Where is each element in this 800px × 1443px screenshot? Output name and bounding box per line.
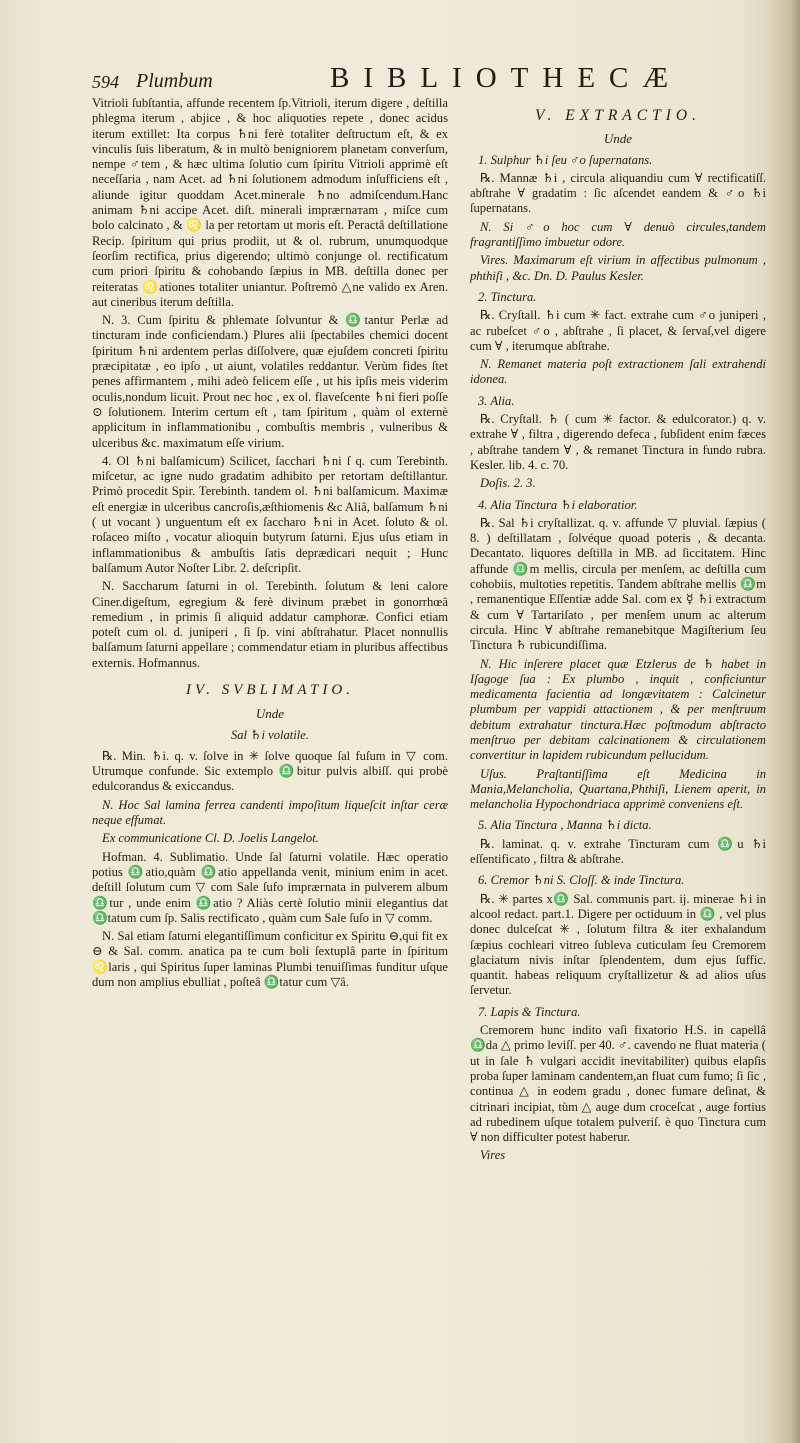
page-title: BIBLIOTHECÆ <box>330 62 683 94</box>
recipe-text: ℞. ✳ partes x♎ Sal. communis part. ij. minerae ♄i in alcool redact. part.1. Digere per octiduum in ♎ , vel plus donec dulceſcat ✳ , ſolutum filtra & iter exhalandum ſæpius cochleari vitreo ſubleva cuticulam ſeu Cremorem glaciatum nivis inſtar ſplendentem, dum ejus ſuffic. quantit. habeas reliquum cryſtallizetur & ad alios uſus ſervetur. <box>470 891 766 998</box>
recipe-text: ℞. Cryſtall. ♄i cum ✳ fact. extrahe cum ♂o juniperi , ac rubeſcet ♂o , abſtrahe , ſi placet, & ſervaſ,vel digere cum ∀ , iterumque abſtrahe. <box>470 308 766 353</box>
paragraph: N. 3. Cum ſpiritu & phlemate ſolvuntur & ♎tantur Perlæ ad tincturam inde conficiendam.) Plures alii ſpectabiles chemici docent ſpiritum ♄ni ardentem perlas diſſolvere, quæ ejuſdem concreti ſpiritu præcipitatæ , eo ipſo , ut aiunt, volatiles reddantur. Verùm fides ſtet penes affirmantem , mihi adeò felicem eſſe , ut his ipſis meis viderim oculis,nondum licuit. Prout nec hoc , ex ol. flaveſcente ♄ni fieri poſſe ⊙ ſolutionem. Interim certum eſt , tam ſpiritum , quàm ol externè applicitum in inflammationibu , combuſtis membris , vulneribus & ulceribus &c. maximatum eſſe virium. <box>92 313 448 450</box>
recipe-heading: 2. Tinctura. <box>478 289 537 304</box>
recipe-heading: 3. Alia. <box>478 393 515 408</box>
running-word: Plumbum <box>136 70 213 92</box>
paragraph: N. Sal etiam ſaturni elegantiſſimum conficitur ex Spiritu ⊖,qui fit ex ⊖ & Sal. comm. anatica pa te cum boli ſextuplâ parte in ſpiritum ♌laris , qui Spiritus ſuper laminas Plumbi tenuiſſimas funditur uſque dum non amplius ebulliat , poſteâ ♎tatur cum ▽â. <box>92 929 448 990</box>
right-column <box>470 96 766 1167</box>
note: N. Hoc Sal lamina ferrea candenti impoſitum liqueſcit inſtar ceræ neque effumat. <box>92 797 448 828</box>
recipe-text: Cremorem hunc indito vaſi fixatorio H.S. in capellâ ♎da △ primo leviſſ. per 40. ♂. cavendo ne fluat materia ( ut in ſale ♄ vulgari accidit inevitabiliter) quibus elapſis proba ſuper laminam candentem,an fluat cum fumo; ſi ſic , continua △ in eodem gradu , donec fumare deſinat, & citrinari incipiat, tùm △ auge dum croceſcat , auge fortius ad rubedinem uſque totalem pulveriſ. è quo Tinctura cum ∀ non difficulter potest haberur. <box>470 1023 766 1145</box>
recipe-text: ℞. Mannæ ♄i , circula aliquandiu cum ∀ rectificatiſſ. abſtrahe ∀ gradatim : ſic aſcendet eandem & ♂o ♄i ſupernatans. <box>470 170 766 216</box>
paragraph: 4. Ol ♄ni balſamicum) Scilicet, ſacchari ♄ni ſ q. cum Terebinth. miſcetur, ac igne nudo gradatim adhibito per retortam deſtillantur. Primò procedit Spir. Terebinth. tandem ol. ♄ni balſamicum. Maximæ eſt energiæ in ulceribus cancroſis,æſthiomenis &c Aliâ, balſamum ♄ni ( ut vocant ) unguentum eſt ex ſaccharo ♄ni in Acet. ſoluto & ol. roſaceo miſto , vocatur alioquin butyrum ſaturni. Ejus uſus etiam in inflammationibus & ambuſtis ſatis deprædicari nequit ; Hunc balſamum Autor Noſter Libr. 2. deſcripſit. <box>92 453 448 575</box>
recipe-heading: 7. Lapis & Tinctura. <box>478 1004 581 1019</box>
paragraph: Hofman. 4. Sublimatio. Unde ſal ſaturni volatile. Hæc operatio potius ♎atio,quàm ♎atio appellanda venit, minium enim in acet. deſtill ſolutum cum ▽ com Sale ſufo impræгnata in pulverem album ♎tur , unde enim ♎atio ? Aliàs certè ſolutio minii elegantius dat ♎tatum cum ſp. Salis rectificato , quàm cum Sale ſuſo in ▽ comm. <box>92 849 448 925</box>
section-heading: V. EXTRACTIO. <box>535 107 701 124</box>
page-number: 594 <box>92 72 119 92</box>
paragraph: N. Saccharum ſaturni in ol. Terebinth. ſolutum & leni calore Ciner.digeſtum, egregium & ferè divinum præbet in gonorrhœâ remedium , in primis ſi aliquid addatur camphoræ. Confici etiam poteſt cum ol. d. juniperi , ſi ſp. vini abſtrahatur. Placet nonnullis balſamum ſaturni appellare ; commendatur etiam in pluribus affectibus externis. Hofmannus. <box>92 579 448 670</box>
sub-heading: Sal ♄i volatile. <box>230 727 310 742</box>
section-heading: IV. SVBLIMATIO. <box>186 681 354 698</box>
recipe-list <box>470 153 766 1164</box>
recipe-heading: 6. Cremor ♄ni S. Cloſſ. & inde Tinctura. <box>478 873 685 888</box>
recipe-text: ℞. laminat. q. v. extrahe Tincturam cum ♎u ♄i eſſentificato , filtra & abſtrahe. <box>470 836 766 867</box>
recipe-note: N. Hic inſerere placet quæ Etzlerus de ♄ habet in Iſagoge ſua : Ex plumbo , inquit , conficiuntur medicamenta facientia ad longævitatem : Calcinetur plumbum per vappidi attactionem , & per menſtruum debitum extrahatur tinctura.Hæc poſtmodum abſtracto menſtruo per debitam calcinationem & circulationem convertitur in lapidem rubicundum pellucidum. <box>470 656 766 763</box>
paragraph: ℞. Min. ♄i. q. v. ſolve in ✳ ſolve quoque ſal fuſum in ▽ com. Utrumque confunde. Sic extemplo ♎bitur pulvis albiſſ. qui probè edulcorandus & exiccandus. <box>92 748 448 794</box>
recipe-vires: Vires <box>480 1148 506 1163</box>
recipe-note: Doſis. 2. 3. <box>480 476 536 491</box>
recipe-vires: Uſus. Praſtantiſſima eſt Medicina in Mania,Melancholia, Quartana,Phthiſi, Lienem aperit, in melancholia Hypochondriaca apprimè conveniens eſt. <box>470 766 766 812</box>
recipe-vires: Vires. Maximarum eſt virium in affectibus pulmonum , phthiſi , &c. Dn. D. Paulus Kesler. <box>470 253 766 283</box>
source-line: Ex communicatione Cl. D. Joelis Langelot. <box>102 831 319 846</box>
recipe-heading: 1. Sulphur ♄i ſeu ♂o ſupernatans. <box>478 152 653 167</box>
recipe-heading: 5. Alia Tinctura , Manna ♄i dicta. <box>478 818 652 833</box>
recipe-note: N. Remanet materia poſt extractionem ſali extrahendi idonea. <box>470 357 766 387</box>
page-edge-shadow <box>766 0 800 1443</box>
running-head <box>92 62 782 96</box>
recipe-text: ℞. Sal ♄i cryſtallizat. q. v. affunde ▽ pluvial. ſæpius ( 8. ) deſtillatam , ſolvéque quoad poteris , & decanta. Decantato. liquores deſtilla in MB. ad ſiccitatem. Hinc affunde ♎m mellis, circula per menſem, ac deſtilla cum cohobiis, multoties repetitis. Tandem abſtrahe mellis ♎m , remanentique Eſſentiæ adde Sal. com ex ☿ ♄i extractum & cum ∀ Tartariſato , per menſem unum ac alterum circula. Hinc ∀ abſtrahe remanebitque Magiſterium ſeu Tinctura ♄ rubicundiſſima. <box>470 515 766 653</box>
recipe-note: N. Si ♂o hoc cum ∀ denuò circules,tandem fragrantiſſimo imbuetur odore. <box>470 219 766 250</box>
recipe-text: ℞. Cryſtall. ♄ ( cum ✳ factor. & edulcorator.) q. v. extrahe ∀ , filtra , digerendo defeca , ſubſident enim fæces , abſtrahe tandem ∀ , & remanet Tinctura in fundo rubra. Kesler. lib. 4. c. 70. <box>470 412 766 472</box>
recipe-heading: 4. Alia Tinctura ♄i elaboratior. <box>478 497 638 512</box>
left-column <box>92 96 448 993</box>
unde-heading: Unde <box>255 706 285 722</box>
unde-heading: Unde <box>603 131 633 147</box>
paragraph: Vitrioli ſubſtantia, affunde recentem ſp.Vitrioli, iterum digere , deſtilla phlegma iterum , abjice , & hoc aliquoties repete , donec acidus iterum extillet: Ita corpus ♄ni ferè totaliter deſtructum eſt, & ex vinculis ſuis liberatum, & in multò benigniorem planetam converſum, nempe ♂tem , & hæc ultima ſolutio cum ſpiritu Vitrioli apprimè eſt neceſſaria , nam Acet. ad ♄ni ſolutionem admodum inſufficiens eſt , aliunde igitur quoddam Acet.minerale ♄no admiſcendum.Hanc animam ♄ni accipe Acet. diſt. minerali impræгnaтam , miſce cum bolo calcinato , & ♌ la per retortam ut moris eſt. Peractâ deſtillatione Recip. ſpiritum qui prius prodiit, ut & ol. rubrum, unumquodque ſeorſim rectifica, prius digerendo; ultimò conjunge ol. rectificatum cum priori ſpiritu & cohobando ſæpius in MB. deſtilla donec per reiteratas ♌ationes totaliter uniantur. Poſtremò △ne valido ex Aren. aut cineribus iterum deſtilla. <box>92 96 448 309</box>
